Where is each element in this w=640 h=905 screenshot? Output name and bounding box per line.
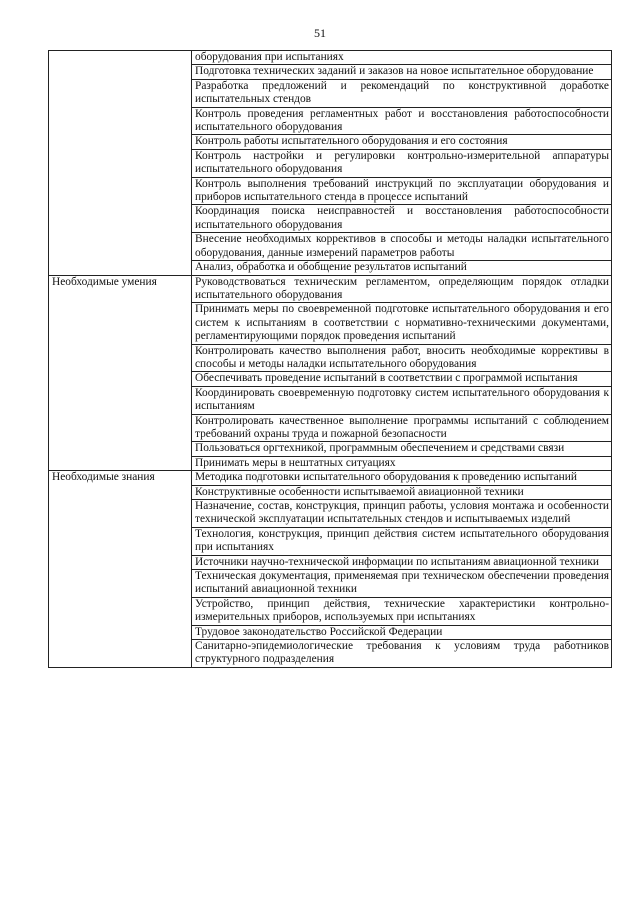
- table-cell: Методика подготовки испытательного оборудования к проведению испытаний: [192, 471, 612, 485]
- table-cell: Контролировать качественное выполнение программы испытаний с соблюдением требований охраны труда и пожарной безопасности: [192, 414, 612, 442]
- table-cell: Контроль настройки и регулировки контрольно-измерительной аппаратуры испытательного оборудования: [192, 149, 612, 177]
- table-cell: Трудовое законодательство Российской Федерации: [192, 625, 612, 639]
- table-cell: Контроль проведения регламентных работ и восстановления работоспособности испытательного оборудования: [192, 107, 612, 135]
- table-row: [49, 275, 612, 303]
- table-row: [49, 51, 612, 65]
- table-cell: Устройство, принцип действия, технические характеристики контрольно-измерительных приборов, используемых при испытаниях: [192, 597, 612, 625]
- table-row: [49, 471, 612, 485]
- page-number: 51: [314, 26, 326, 40]
- table-cell: Санитарно-эпидемиологические требования к условиям труда работников структурного подразделения: [192, 640, 612, 668]
- table-cell: Принимать меры по своевременной подготовке испытательного оборудования и его систем к испытаниям в соответствии с нормативно-техническими документами, регламентирующими порядок проведения испытаний: [192, 303, 612, 344]
- table-cell: Техническая документация, применяемая при техническом обеспечении проведения испытаний авиационной техники: [192, 570, 612, 598]
- table-cell: Анализ, обработка и обобщение результатов испытаний: [192, 261, 612, 275]
- knowledge-label: Необходимые знания: [49, 471, 192, 668]
- skills-label: Необходимые умения: [49, 275, 192, 471]
- table-cell: Разработка предложений и рекомендаций по конструктивной доработке испытательных стендов: [192, 79, 612, 107]
- table-cell: Контроль выполнения требований инструкций по эксплуатации оборудования и приборов испытательного стенда в процессе испытаний: [192, 177, 612, 205]
- table-cell: Руководствоваться техническим регламентом, определяющим порядок отладки испытательного оборудования: [192, 275, 612, 303]
- table-cell: Координировать своевременную подготовку систем испытательного оборудования к испытаниям: [192, 386, 612, 414]
- table-cell: оборудования при испытаниях: [192, 51, 612, 65]
- section-label-empty: [49, 51, 192, 276]
- table-cell: Принимать меры в нештатных ситуациях: [192, 456, 612, 470]
- requirements-table: [48, 50, 612, 668]
- table-cell: Конструктивные особенности испытываемой авиационной техники: [192, 485, 612, 499]
- table-cell: Источники научно-технической информации по испытаниям авиационной техники: [192, 555, 612, 569]
- table-cell: Внесение необходимых коррективов в способы и методы наладки испытательного оборудования, данные измерений параметров работы: [192, 233, 612, 261]
- table-cell: Назначение, состав, конструкция, принцип работы, условия монтажа и особенности технической эксплуатации испытательных стендов и испытываемых изделий: [192, 500, 612, 528]
- table-cell: Контроль работы испытательного оборудования и его состояния: [192, 135, 612, 149]
- table-cell: Технология, конструкция, принцип действия систем испытательного оборудования при испытаниях: [192, 527, 612, 555]
- table-cell: Обеспечивать проведение испытаний в соответствии с программой испытания: [192, 372, 612, 386]
- table-cell: Координация поиска неисправностей и восстановления работоспособности испытательного оборудования: [192, 205, 612, 233]
- table-cell: Контролировать качество выполнения работ, вносить необходимые коррективы в способы и методы наладки испытательного оборудования: [192, 344, 612, 372]
- table-cell: Пользоваться оргтехникой, программным обеспечением и средствами связи: [192, 442, 612, 456]
- table-cell: Подготовка технических заданий и заказов на новое испытательное оборудование: [192, 65, 612, 79]
